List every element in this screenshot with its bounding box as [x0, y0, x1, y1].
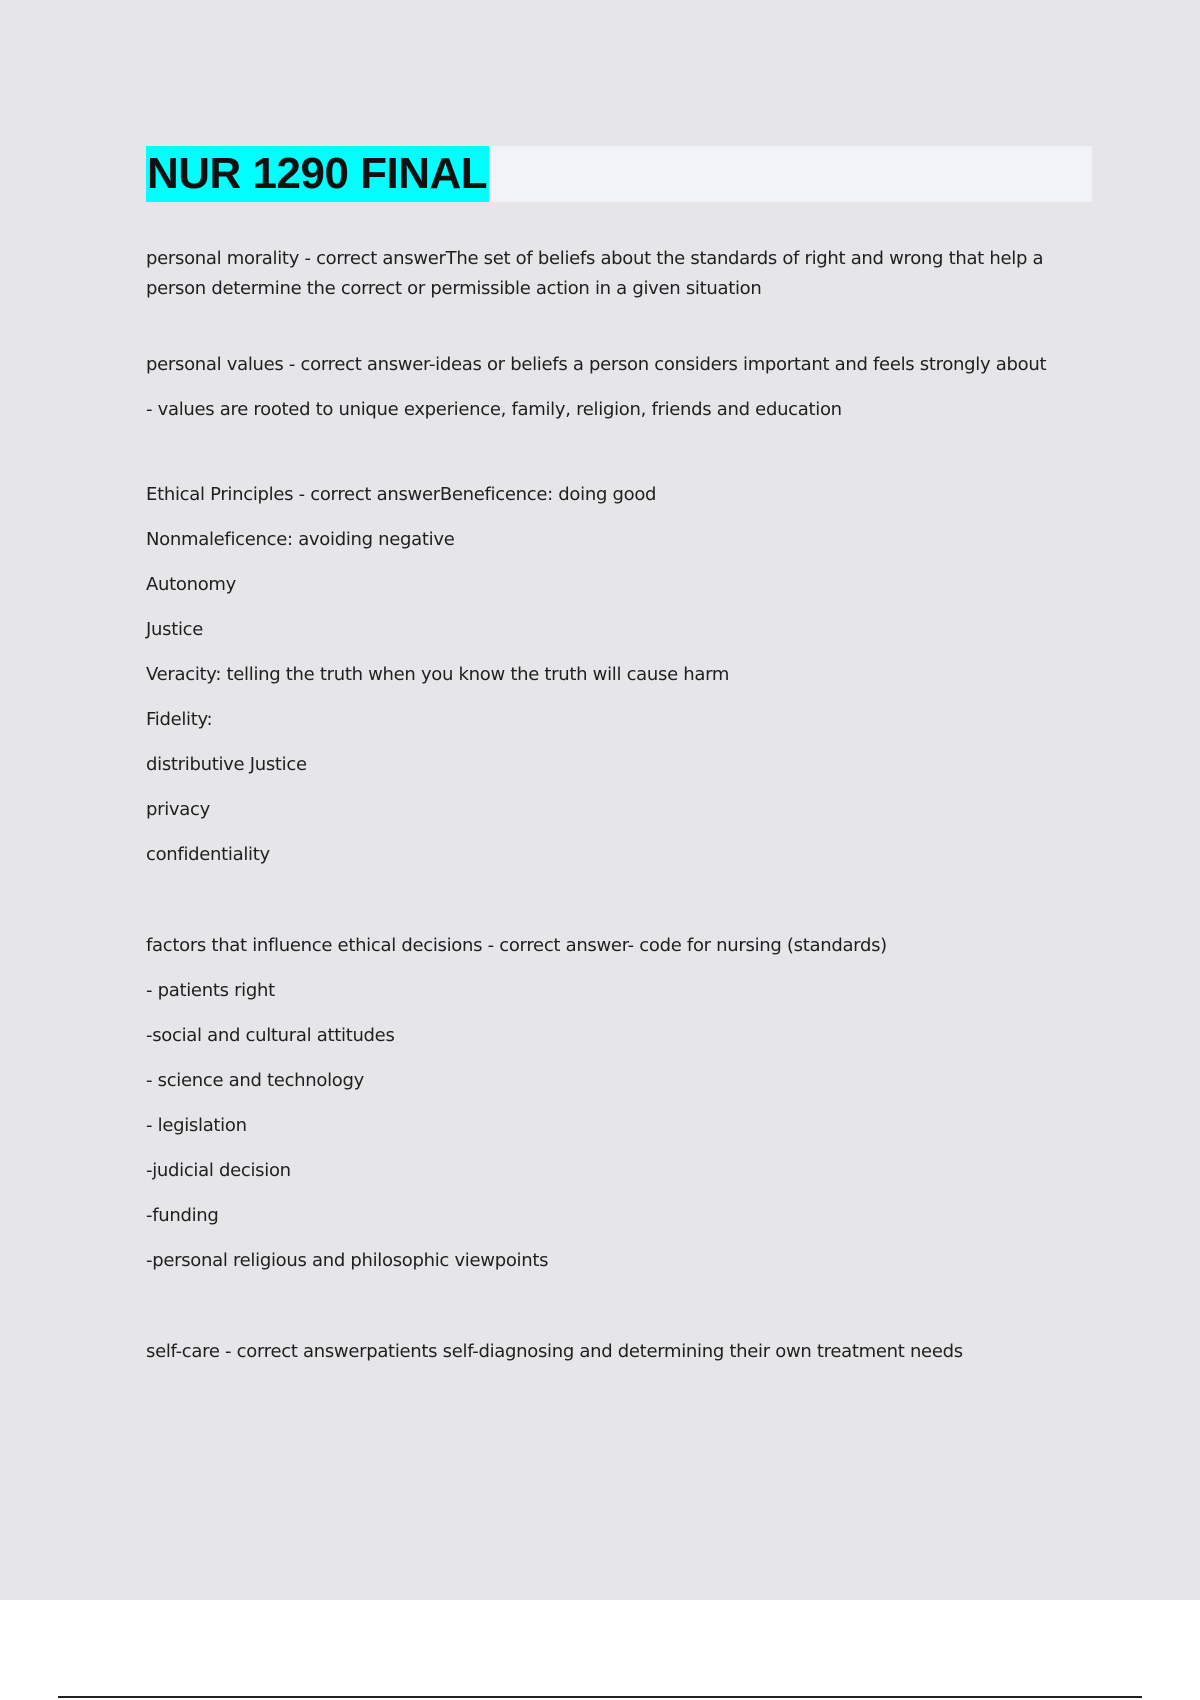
document-body [146, 244, 1076, 1382]
entry-line: -social and cultural attitudes [146, 1025, 395, 1046]
entry-spacer [146, 304, 1076, 350]
entry-line: privacy [146, 799, 210, 820]
entry-line: -personal religious and philosophic viewpoints [146, 1250, 549, 1271]
document-title: NUR 1290 FINAL [146, 146, 489, 202]
entry-line: Nonmaleficence: avoiding negative [146, 529, 455, 550]
entry-factors-ethical-decisions [146, 931, 1076, 1291]
entry-line: Ethical Principles - correct answerBeneficence: doing good [146, 484, 657, 505]
entry-personal-values [146, 350, 1076, 440]
entry-line: Autonomy [146, 574, 236, 595]
entry-ethical-principles [146, 480, 1076, 885]
entry-line: self-care - correct answerpatients self-diagnosing and determining their own treatment needs [146, 1341, 963, 1362]
footer-divider [58, 1696, 1142, 1698]
entry-text: personal morality - correct answerThe set of beliefs about the standards of right and wrong that help a person determine the correct or permissible action in a given situation [146, 248, 1044, 299]
entry-line: -funding [146, 1205, 219, 1226]
entry-self-care [146, 1337, 1076, 1382]
entry-line: factors that influence ethical decisions - correct answer- code for nursing (standards) [146, 935, 887, 956]
entry-line: - values are rooted to unique experience, family, religion, friends and education [146, 399, 842, 420]
entry-line: confidentiality [146, 844, 270, 865]
entry-line: - science and technology [146, 1070, 365, 1091]
entry-line: distributive Justice [146, 754, 307, 775]
entry-spacer [146, 1291, 1076, 1337]
entry-line: - patients right [146, 980, 275, 1001]
entry-line: - legislation [146, 1115, 247, 1136]
entry-line: Justice [146, 619, 204, 640]
entry-spacer [146, 440, 1076, 480]
entry-line: Veracity: telling the truth when you know the truth will cause harm [146, 664, 730, 685]
entry-line: Fidelity: [146, 709, 213, 730]
entry-line: personal values - correct answer-ideas or beliefs a person considers important and feels strongly about [146, 354, 1047, 375]
entry-spacer [146, 885, 1076, 931]
entry-personal-morality [146, 244, 1076, 304]
entry-line: -judicial decision [146, 1160, 291, 1181]
